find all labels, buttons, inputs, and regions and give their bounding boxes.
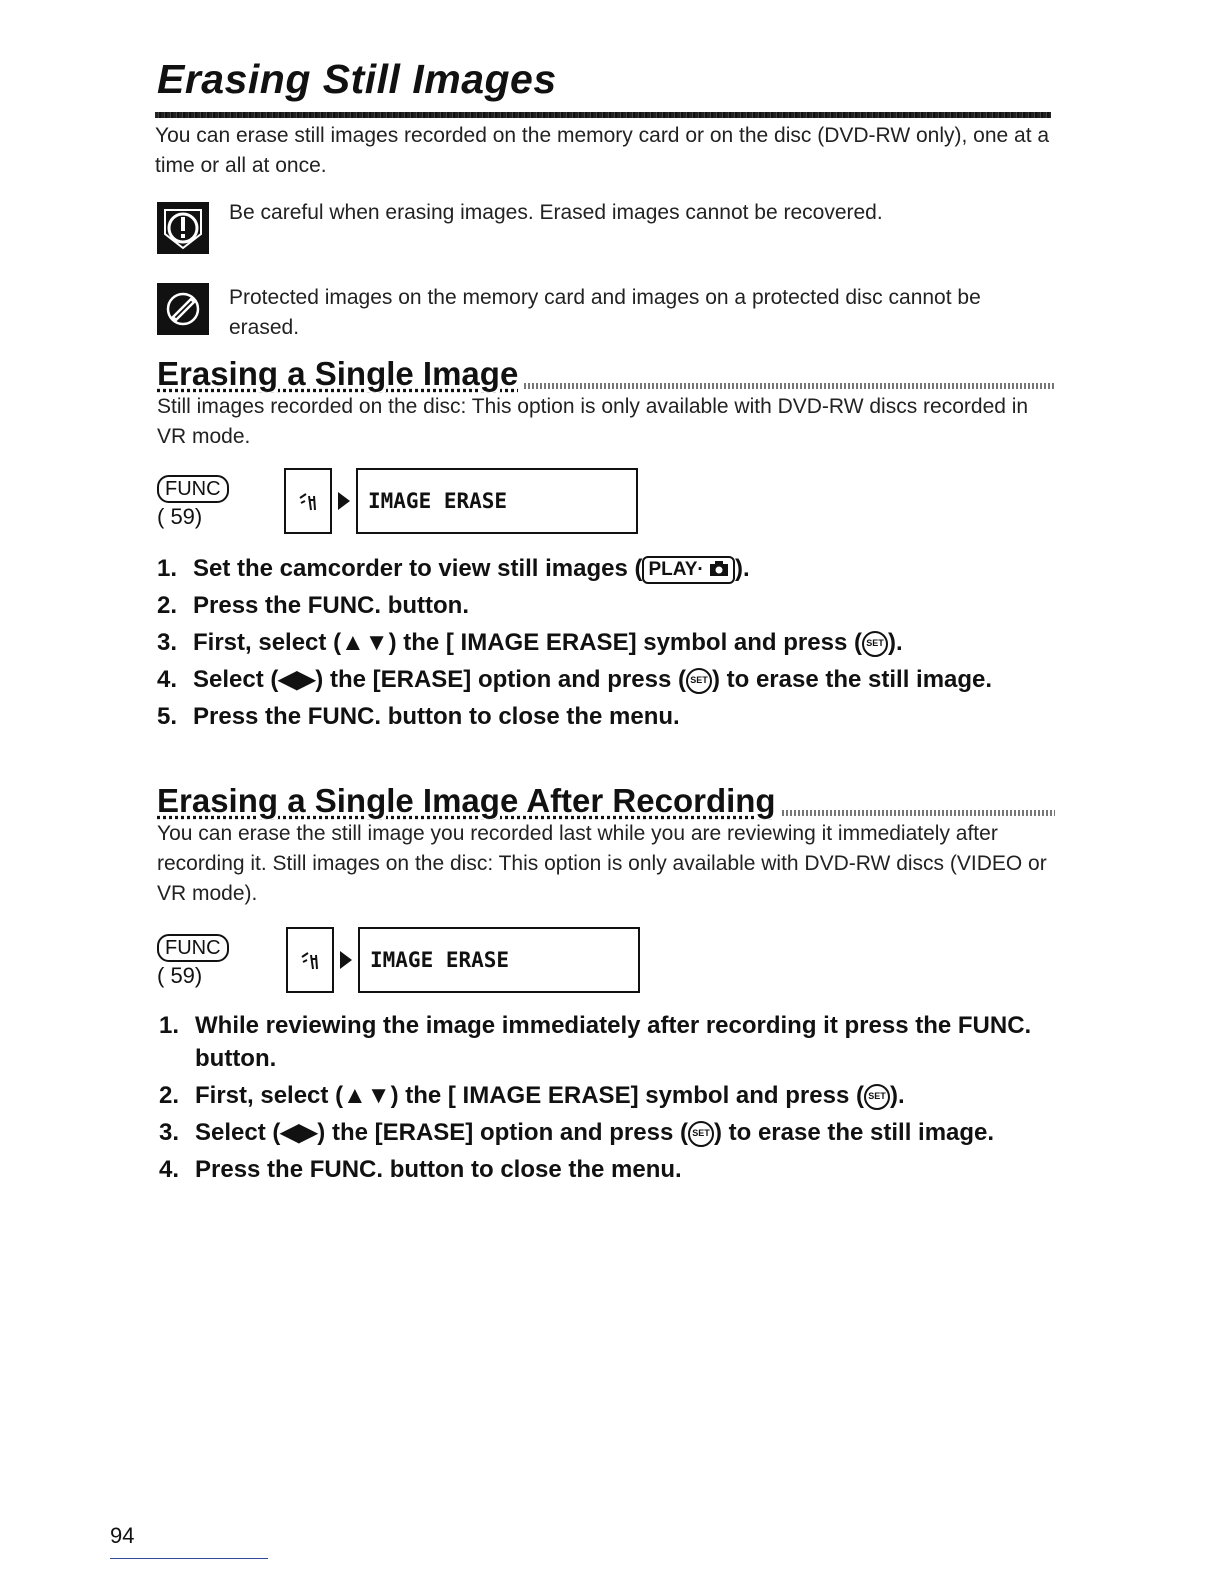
info-note [157, 283, 1049, 343]
func-reference-1 [157, 474, 229, 531]
set-button-icon: SET [864, 1084, 890, 1110]
section-heading-after-recording [157, 782, 1055, 820]
set-button-icon: SET [862, 631, 888, 657]
list-item: 4. Press the FUNC. button to close the menu. [159, 1156, 682, 1183]
section-heading-single [157, 355, 1055, 393]
intro-text: You can erase still images recorded on the memory card or on the disc (DVD-RW only), one at a time or all at once. [155, 124, 1050, 177]
section-heading-after-recording-text: Erasing a Single Image After Recording [157, 782, 776, 819]
section-heading-single-text: Erasing a Single Image [157, 355, 519, 392]
menu-diagram-2 [286, 927, 640, 993]
list-item: 3. First, select (▲▼) the [ IMAGE ERASE] symbol and press ( SET ). [157, 629, 903, 656]
book-ref: ( 59) [157, 504, 203, 529]
steps-list-1 [157, 552, 1037, 737]
list-item: 2. Press the FUNC. button. [157, 592, 470, 619]
play-arrow-icon [334, 927, 358, 993]
list-item: 3. Select (◀▶) the [ERASE] option and press ( SET ) to erase the still image. [159, 1119, 995, 1146]
list-item: 4. Select (◀▶) the [ERASE] option and press ( SET ) to erase the still image. [157, 666, 993, 693]
page-title: Erasing Still Images [157, 56, 557, 102]
menu-diagram-1 [284, 468, 638, 534]
steps-list-2 [159, 1009, 1039, 1190]
erase-icon [286, 927, 334, 993]
caution-icon [157, 202, 209, 254]
section-intro-after-recording: You can erase the still image you recorded last while you are reviewing it immediately after recording it. Still images on the disc: This option is only available with DVD-RW discs (VIDEO or VR mode). [157, 822, 1047, 905]
list-item: 1. While reviewing the image immediately after recording it press the FUNC. button. [159, 1012, 1032, 1072]
info-text: Protected images on the memory card and images on a protected disc cannot be erased. [229, 286, 981, 339]
func-button-icon: FUNC [157, 475, 229, 503]
page-number: 94 [110, 1523, 135, 1548]
list-item: 2. First, select (▲▼) the [ IMAGE ERASE] symbol and press ( SET ). [159, 1082, 905, 1109]
section-intro-single: Still images recorded on the disc: This option is only available with DVD-RW discs recorded in VR mode. [157, 395, 1029, 448]
book-ref: ( 59) [157, 963, 203, 988]
list-item: 1. Set the camcorder to view still images ( PLAY· ). [157, 555, 750, 582]
play-arrow-icon [332, 468, 356, 534]
func-button-icon: FUNC [157, 934, 229, 962]
play-mode-badge: PLAY· [642, 556, 735, 584]
title-rule [155, 112, 1051, 118]
heading-rule [782, 810, 1055, 816]
erase-icon [284, 468, 332, 534]
list-item: 5. Press the FUNC. button to close the menu. [157, 703, 680, 730]
page-number-underline [110, 1558, 268, 1559]
caution-note [157, 202, 1049, 254]
set-button-icon: SET [688, 1121, 714, 1147]
caution-text: Be careful when erasing images. Erased images cannot be recovered. [229, 201, 883, 224]
set-button-icon: SET [686, 668, 712, 694]
menu-text: IMAGE ERASE [356, 468, 638, 534]
heading-rule [524, 383, 1055, 389]
pencil-note-icon [157, 283, 209, 335]
menu-text: IMAGE ERASE [358, 927, 640, 993]
camera-icon [709, 561, 729, 577]
func-reference-2 [157, 933, 229, 990]
